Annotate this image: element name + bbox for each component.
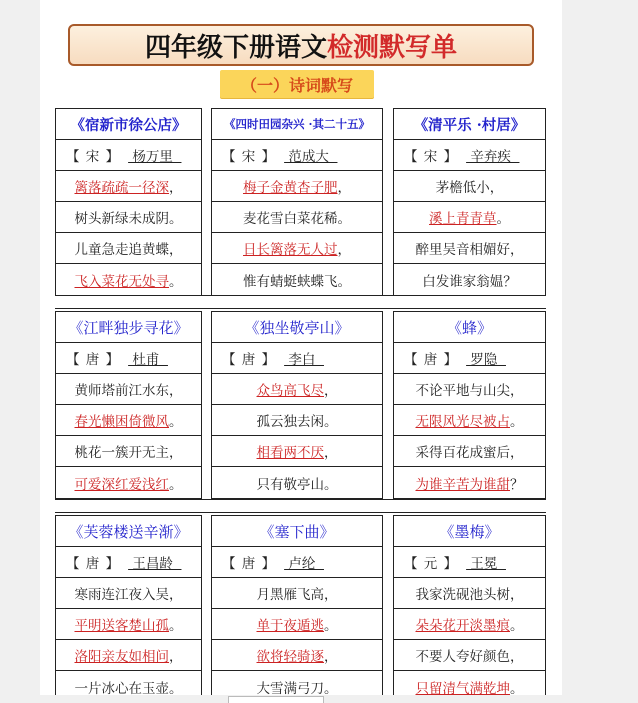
poem-line [212,233,382,264]
poem-card [211,311,383,499]
poem-card [393,108,546,296]
poem-line-answer: 溪上青青草 [429,211,497,227]
poem-title: 《江畔独步寻花》 [56,312,201,343]
poem-line [212,467,382,498]
poem-line [56,233,201,264]
poem-line [394,640,545,671]
poem-line-text: 不要人夸好颜色， [415,649,524,665]
poem-author-row [212,140,382,171]
poem-dynasty: 【 唐 】 [222,352,277,368]
poem-line [394,202,545,233]
row-separator [55,295,546,309]
poem-line [56,640,201,671]
poem-card [393,515,546,695]
poem-line [212,202,382,233]
poem-line-answer: 日长篱落无人过 [243,242,338,258]
poem-line-answer: 单于夜遁逃 [256,618,324,634]
poem-author: 辛弃疾 [466,149,520,165]
poem-card [393,311,546,499]
poem-line-answer: 洛阳亲友如相问 [74,649,169,665]
poem-line-punct: ， [324,445,338,461]
poem-line-text: 黄师塔前江水东， [74,383,183,399]
poem-dynasty: 【 唐 】 [66,556,121,572]
poem-line-text: 白发谁家翁媪？ [422,273,517,290]
poem-card [55,108,202,296]
poem-line [56,171,201,202]
poem-line-punct: 。 [510,618,524,634]
poem-line [394,374,545,405]
poem-line-answer: 可爱深红爱浅红 [74,476,169,493]
poem-line-punct: 。 [510,414,524,430]
poem-line-punct: 。 [324,618,338,634]
section-heading: （一）诗词默写 [220,70,374,98]
poem-line-text: 只有敬亭山。 [256,476,338,493]
poem-title: 《宿新市徐公店》 [56,109,201,140]
poem-line-text: 惟有蜻蜓蛱蝶飞。 [243,273,351,290]
poem-author: 李白 [284,352,324,368]
poem-line [212,374,382,405]
poem-line-text: 儿童急走追黄蝶， [74,242,183,258]
poem-author-row [212,547,382,578]
poem-title: 《四时田园杂兴 ·其二十五》 [212,109,382,140]
poem-line [212,671,382,695]
poem-line [394,264,545,295]
poem-line [56,436,201,467]
poem-author-row [56,140,201,171]
poem-line-answer: 为谁辛苦为谁甜 [415,476,510,493]
poem-author-row [394,140,545,171]
poem-line [56,578,201,609]
title-black: 四年级下册语文 [144,32,327,63]
poem-line [394,233,545,264]
poem-line-answer: 无限风光尽被占 [415,414,510,430]
poem-line-answer: 飞入菜花无处寻 [74,273,169,290]
worksheet-title [68,24,534,66]
poem-author-row [56,547,201,578]
poem-line-punct: 。 [169,414,183,430]
poem-line [394,578,545,609]
poem-line-answer: 只留清气满乾坤 [415,680,510,695]
poem-card [55,515,202,695]
poem-line-text: 月黑雁飞高， [256,587,338,603]
poem-dynasty: 【 唐 】 [222,556,277,572]
poem-line [394,609,545,640]
poem-title: 《墨梅》 [394,516,545,547]
poem-line-text: 不论平地与山尖， [415,383,524,399]
poem-line [56,467,201,498]
poem-line-punct: ， [169,649,183,665]
poem-card [55,311,202,499]
poem-line [212,264,382,295]
poem-line-answer: 篱落疏疏一径深 [74,180,169,196]
poem-author: 卢纶 [284,556,324,572]
poem-line-text: 一片冰心在玉壶。 [74,680,183,695]
poem-line-punct: 。 [496,211,510,227]
poem-dynasty: 【 元 】 [404,556,459,572]
poem-line-punct: 。 [169,618,183,634]
poem-line [212,578,382,609]
poem-dynasty: 【 唐 】 [66,352,121,368]
row-separator [55,499,546,513]
poem-author: 范成大 [284,149,338,165]
poem-line [212,640,382,671]
poem-line-text: 孤云独去闲。 [256,414,338,430]
poem-dynasty: 【 宋 】 [66,149,121,165]
poem-line [56,405,201,436]
poem-card [211,515,383,695]
poem-line-text: 树头新绿未成阴。 [74,211,183,227]
poem-line [212,171,382,202]
poem-line-answer: 众鸟高飞尽 [256,383,324,399]
poem-line-answer: 春光懒困倚微风 [74,414,169,430]
poem-title: 《塞下曲》 [212,516,382,547]
poem-line [56,264,201,295]
poem-line [394,171,545,202]
poem-card [211,108,383,296]
poem-author: 杜甫 [128,352,168,368]
poem-line-text: 茅檐低小， [435,180,504,196]
poem-line [394,671,545,695]
poem-line [212,405,382,436]
poem-line [212,436,382,467]
poem-line [212,609,382,640]
poem-author-row [394,343,545,374]
poem-title: 《芙蓉楼送辛渐》 [56,516,201,547]
poem-line-punct: ， [324,383,338,399]
poem-line-answer: 平明送客楚山孤 [74,618,169,634]
poem-line [394,467,545,498]
poem-line [56,202,201,233]
poem-author: 杨万里 [128,149,182,165]
poem-line [56,671,201,695]
poem-line-text: 我家洗砚池头树， [415,587,524,603]
worksheet-page [40,0,562,695]
poem-author: 王冕 [466,556,506,572]
poem-author-row [212,343,382,374]
poem-dynasty: 【 唐 】 [404,352,459,368]
poem-line [394,436,545,467]
title-red: 检测默写单 [327,32,458,63]
page-tab [228,696,324,703]
poem-dynasty: 【 宋 】 [404,149,459,165]
poem-line-text: 寒雨连江夜入吴， [74,587,183,603]
poem-line [56,609,201,640]
poem-line-punct: 。 [169,273,183,290]
poem-title: 《独坐敬亭山》 [212,312,382,343]
poem-title: 《蜂》 [394,312,545,343]
poem-line-answer: 梅子金黄杏子肥 [243,180,338,196]
poem-line-punct: ， [324,649,338,665]
poem-title: 《清平乐 ·村居》 [394,109,545,140]
poem-author-row [394,547,545,578]
poem-dynasty: 【 宋 】 [222,149,277,165]
poem-line-answer: 欲将轻骑逐 [256,649,324,665]
poem-line-text: 桃花一簇开无主， [74,445,183,461]
poem-line-punct: ？ [510,476,524,493]
poem-line-punct: 。 [510,680,524,695]
poem-line [56,374,201,405]
poem-line [394,405,545,436]
poem-line-text: 大雪满弓刀。 [256,680,338,695]
poem-line-text: 采得百花成蜜后， [415,445,524,461]
poem-line-answer: 朵朵花开淡墨痕 [415,618,510,634]
poem-line-answer: 相看两不厌 [256,445,324,461]
poem-line-punct: ， [169,180,183,196]
poem-line-punct: ， [337,242,351,258]
poem-line-punct: ， [337,180,351,196]
poem-line-punct: 。 [169,476,183,493]
poem-line-text: 醉里吴音相媚好， [415,242,524,258]
poem-author: 王昌龄 [128,556,182,572]
poem-line-text: 麦花雪白菜花稀。 [243,211,351,227]
poem-author: 罗隐 [466,352,506,368]
poem-author-row [56,343,201,374]
